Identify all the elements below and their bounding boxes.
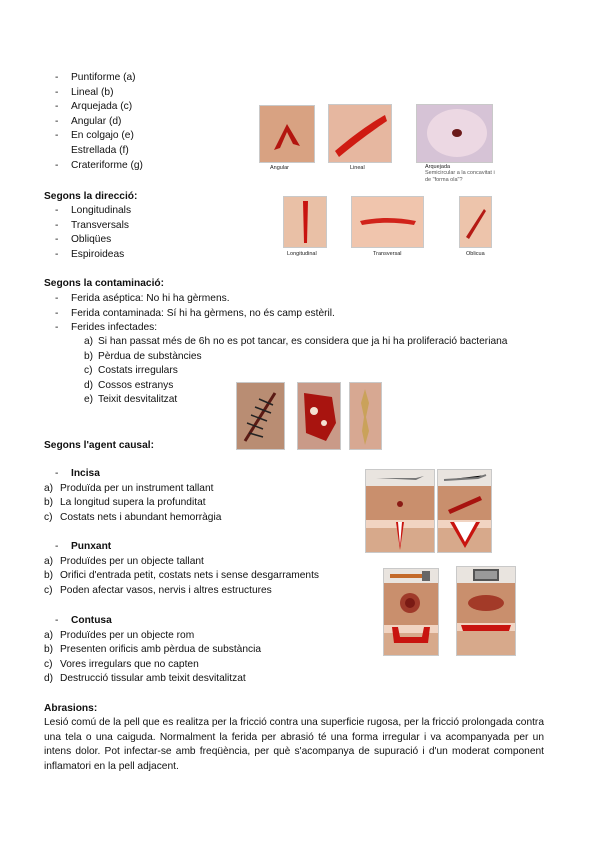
- list-item: c) Costats nets i abundant hemorràgia: [44, 511, 222, 523]
- list-item: a) Produïda per un instrument tallant: [44, 482, 214, 494]
- contusa-hammer-illustration: [383, 568, 439, 656]
- list-item: b) La longitud supera la profunditat: [44, 497, 206, 509]
- shape-caption: Arquejada: [425, 164, 451, 170]
- group-title: - Contusa: [55, 615, 112, 626]
- group-title: - Punxant: [55, 541, 112, 552]
- punxant-group: [44, 540, 320, 598]
- list-item: - Lineal (b): [55, 86, 114, 98]
- direction-list: [55, 204, 131, 262]
- list-item: d) Cossos estranys: [84, 379, 174, 391]
- direction-heading: Segons la direcció:: [44, 191, 138, 202]
- list-item: c) Costats irregulars: [84, 365, 178, 377]
- lineal-wound-image: [328, 104, 392, 163]
- arquejada-note: Semicircular a la concavitat i de "forma ola"?: [425, 170, 495, 183]
- shape-caption: Angular: [270, 165, 289, 171]
- sutured-wound-image: [236, 382, 285, 450]
- direction-caption: Oblicua: [466, 251, 485, 257]
- incisa-puncture-illustration: [365, 469, 435, 553]
- list-item: - Transversals: [55, 219, 129, 231]
- list-item: a) Produïdes per un objecte rom: [44, 629, 195, 641]
- arquejada-wound-image: [416, 104, 493, 163]
- list-item: - Espiroideas: [55, 248, 125, 260]
- list-item: - Ferida contaminada: Sí hi ha gèrmens, no és camp estèril.: [55, 307, 335, 319]
- longitudinal-wound-image: [283, 196, 327, 248]
- list-item: - Obliqües: [55, 234, 112, 246]
- list-item: b) Pèrdua de substàncies: [84, 350, 202, 362]
- desvitalized-wound-image: [349, 382, 382, 450]
- shape-list: [55, 71, 143, 173]
- list-item: b) Presenten orificis amb pèrdua de substància: [44, 644, 262, 656]
- direction-caption: Transversal: [373, 251, 402, 257]
- angular-wound-image: [259, 105, 315, 163]
- list-item: a) Produïdes per un objecte tallant: [44, 555, 204, 567]
- list-item: - Angular (d): [55, 115, 122, 127]
- list-item: e) Teixit desvitalitzat: [84, 394, 178, 406]
- abrasions-heading: Abrasions:: [44, 703, 98, 714]
- abrasions-paragraph: Lesió comú de la pell que es realitza per la fricció contra una superficie rugosa, per la fricció prolongada contra una tela o una caiguda. Normalment la ferida per abrasió té una forma irregular i va acompanyada per un intens dolor. Pot infectar-se amb freqüència, per què s'acompanya de supuració i d'un moderat component inflamatori en la pell adjacent.: [44, 717, 544, 772]
- shape-caption: Lineal: [350, 165, 365, 171]
- list-item: c) Vores irregulars que no capten: [44, 658, 199, 670]
- contusa-group: [44, 614, 262, 687]
- oblicua-wound-image: [459, 196, 492, 248]
- direction-caption: Longitudinal: [287, 251, 317, 257]
- list-item: c) Poden afectar vasos, nervis i altres estructures: [44, 584, 272, 596]
- list-item: - En colgajo (e): [55, 130, 134, 142]
- list-item: d) Destrucció tissular amb teixit desvitalitzat: [44, 673, 246, 685]
- contamination-list: [55, 292, 335, 336]
- list-item: - Ferida aséptica: No hi ha gèrmens.: [55, 293, 230, 304]
- transversal-wound-image: [351, 196, 424, 248]
- list-item: Estrellada (f): [71, 144, 129, 156]
- group-title: - Incisa: [55, 468, 100, 479]
- list-item: - Crateriforme (g): [55, 159, 143, 171]
- list-item: a) Si han passat més de 6h no es pot tancar, es considera que ja hi ha proliferació bacteriana: [84, 336, 508, 347]
- list-item: b) Orifici d'entrada petit, costats nets i sense desgarraments: [44, 570, 320, 582]
- abrasion-grater-illustration: [456, 566, 516, 656]
- list-item: - Puntiforme (a): [55, 72, 136, 83]
- contamination-heading: Segons la contaminació:: [44, 278, 165, 289]
- list-item: - Arquejada (c): [55, 101, 133, 113]
- incisa-group: [44, 467, 222, 525]
- list-item: - Longitudinals: [55, 205, 132, 216]
- causal-heading: Segons l'agent causal:: [44, 440, 154, 451]
- incisa-cut-illustration: [437, 469, 492, 553]
- list-item: - Ferides infectades:: [55, 322, 158, 334]
- infected-wound-image: [297, 382, 341, 450]
